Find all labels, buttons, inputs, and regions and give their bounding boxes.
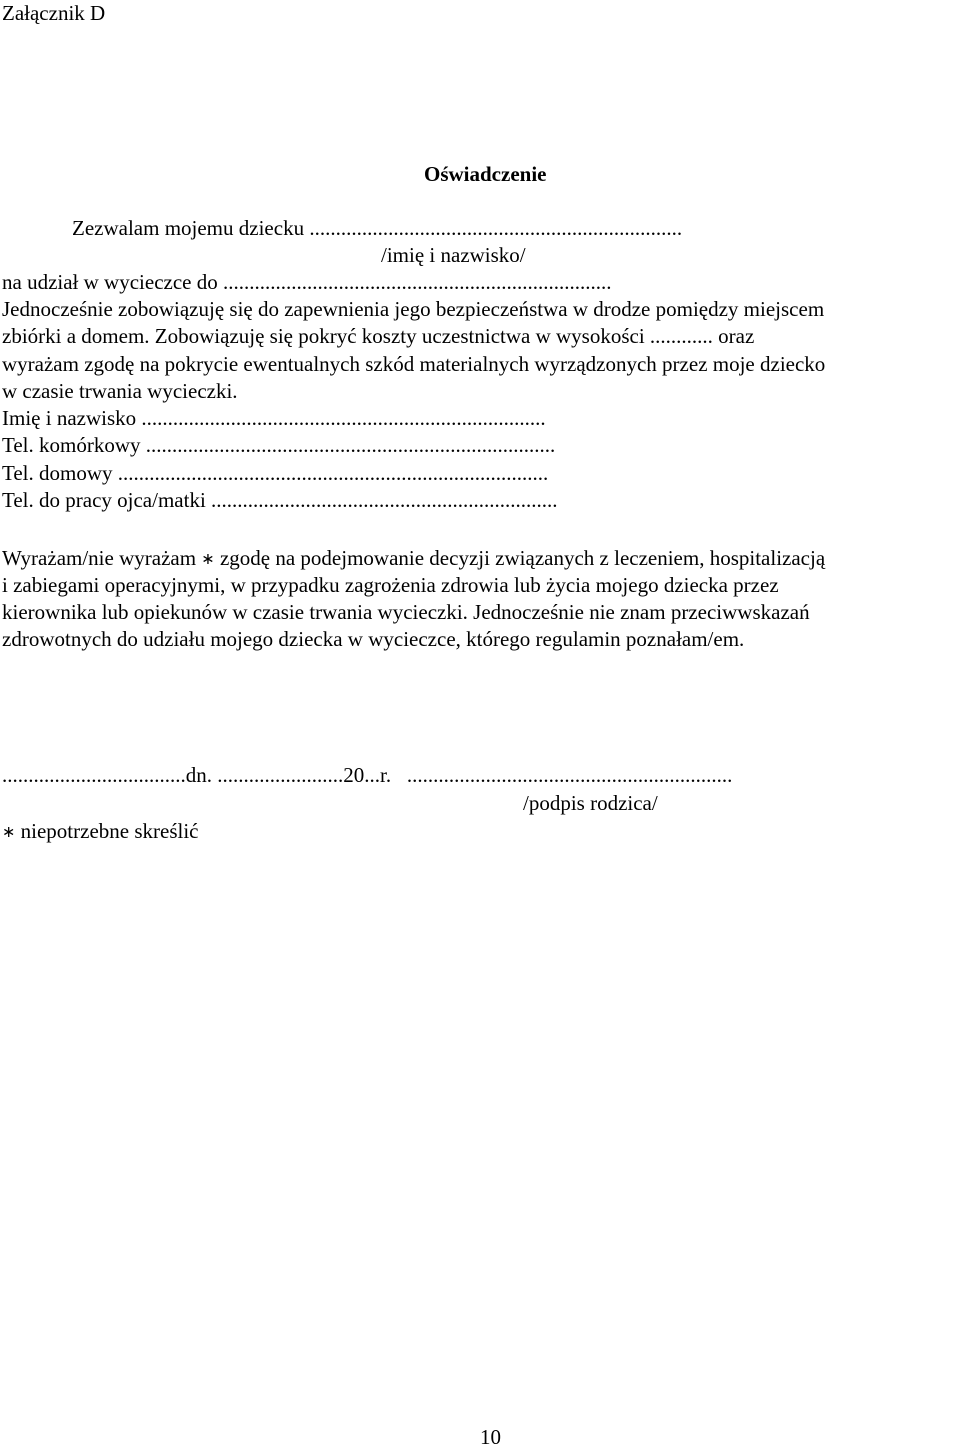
footnote-text: niepotrzebne skreślić [15,819,199,843]
parent-name-line: Imię i nazwisko ............................................................................. [2,406,546,430]
asterisk-icon: ∗ [2,822,16,841]
medical-consent-text: zgodę na podejmowanie decyzji związanych z leczeniem, hospitalizacją [214,546,826,570]
child-name-caption: /imię i nazwisko/ [381,243,526,267]
asterisk-icon: ∗ [201,549,215,568]
safety-commitment-line: Jednocześnie zobowiązuję się do zapewnienia jego bezpieczeństwa w drodze pomiędzy miejscem [2,297,825,321]
medical-consent-line-2: i zabiegami operacyjnymi, w przypadku zagrożenia zdrowia lub życia mojego dziecka przez [2,573,779,597]
medical-consent-line-1 [2,545,825,572]
trip-destination-line: na udział w wycieczce do .......................................................................... [2,270,612,294]
home-phone-line: Tel. domowy .................................................................................. [2,461,549,485]
cost-commitment-line: zbiórki a domem. Zobowiązuję się pokryć koszty uczestnictwa w wysokości ............ oraz [2,324,755,348]
signature-line: ...................................dn. ........................20...r. .............................................................. [2,763,733,787]
footnote [2,818,199,845]
medical-consent-line-4: zdrowotnych do udziału mojego dziecka w wycieczce, którego regulamin poznałam/em. [2,627,745,651]
page-number: 10 [480,1425,501,1449]
medical-consent-line-3: kierownika lub opiekunów w czasie trwania wycieczki. Jednocześnie nie znam przeciwwskazań [2,600,810,624]
mobile-phone-line: Tel. komórkowy .............................................................................. [2,433,556,457]
medical-consent-choice: Wyrażam/nie wyrażam [2,546,202,570]
work-phone-line: Tel. do pracy ojca/matki .................................................................. [2,488,558,512]
document-title: Oświadczenie [424,162,547,186]
annex-label: Załącznik D [2,1,106,25]
damages-consent-line: wyrażam zgodę na pokrycie ewentualnych szkód materialnych wyrządzonych przez moje dziecko [2,352,826,376]
signature-caption: /podpis rodzica/ [523,791,658,815]
child-name-line: Zezwalam mojemu dziecku ....................................................................... [72,216,683,240]
trip-duration-line: w czasie trwania wycieczki. [2,379,238,403]
